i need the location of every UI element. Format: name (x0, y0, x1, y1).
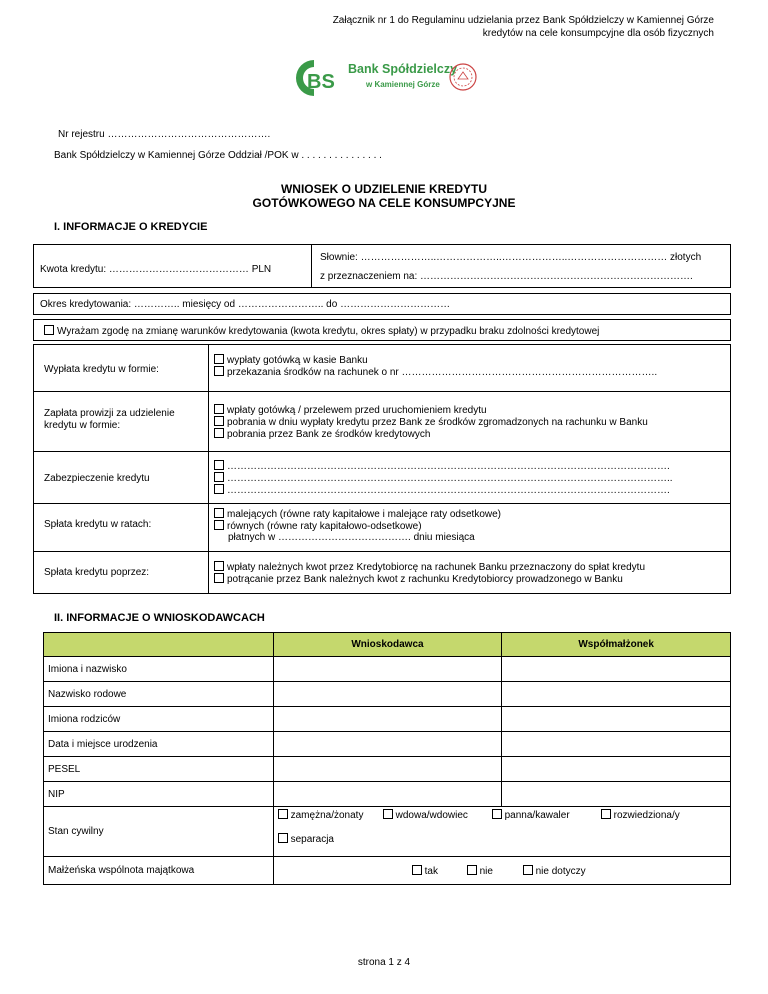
field-label: Stan cywilny (44, 807, 274, 857)
table-row (44, 782, 731, 807)
collateral-checkbox-2[interactable] (214, 472, 224, 482)
marital-status-row (44, 807, 731, 857)
applicant-maiden-name-cell[interactable] (273, 682, 502, 707)
row-divider (33, 451, 731, 452)
commission-account-checkbox[interactable] (214, 416, 224, 426)
option-label: potrącanie przez Bank należnych kwot z rachunku Kredytobiorcy prowadzonego w Banku (227, 574, 623, 585)
equal-installments-checkbox[interactable] (214, 520, 224, 530)
applicant-birth-cell[interactable] (273, 732, 502, 757)
registry-number: Nr rejestru …………………………………………. (58, 129, 271, 140)
collateral-options (214, 460, 673, 496)
consent-option (44, 325, 599, 337)
married-checkbox[interactable] (278, 809, 288, 819)
repayment-options (214, 561, 645, 585)
decreasing-installments-checkbox[interactable] (214, 508, 224, 518)
applicant-parents-cell[interactable] (273, 707, 502, 732)
amount-in-words-field[interactable]: Słownie: …………………..………………..………………..………………………… złotych (320, 252, 702, 263)
field-label: PESEL (44, 757, 274, 782)
spouse-pesel-cell[interactable] (502, 757, 731, 782)
bank-location: w Kamiennej Górze (366, 80, 440, 89)
option-label: panna/kawaler (504, 810, 570, 821)
option-label: rozwiedziona/y (613, 810, 680, 821)
repayment-label: Spłata kredytu poprzez: (44, 567, 150, 578)
option-label: wdowa/wdowiec (395, 810, 468, 821)
commission-option (214, 404, 648, 416)
property-na-checkbox[interactable] (523, 865, 533, 875)
commission-option (214, 416, 648, 428)
option-label: nie (479, 866, 493, 877)
header-empty-cell (44, 633, 274, 657)
option-label: tak (424, 866, 438, 877)
header-line-1: Załącznik nr 1 do Regulaminu udzielania przez Bank Spółdzielczy w Kamiennej Górze (332, 15, 714, 26)
options-column-divider (208, 344, 209, 594)
property-yes-checkbox[interactable] (412, 865, 422, 875)
table-row (44, 732, 731, 757)
field-label: NIP (44, 782, 274, 807)
marital-option (492, 809, 570, 821)
field-label: Małżeńska wspólnota majątkowa (44, 857, 274, 885)
spouse-nip-cell[interactable] (502, 782, 731, 807)
bank-name: Bank Spółdzielczy (348, 62, 458, 76)
marital-status-cell (273, 807, 730, 857)
repayment-debit-checkbox[interactable] (214, 573, 224, 583)
commission-option (214, 428, 648, 440)
applicant-nip-cell[interactable] (273, 782, 502, 807)
credit-amount-field[interactable]: Kwota kredytu: …………………………………… PLN (40, 264, 272, 275)
payout-option (214, 354, 657, 366)
option-label: nie dotyczy (535, 866, 586, 877)
option-label: przekazania środków na rachunek o nr ………………………………………………………………….. (227, 367, 658, 378)
option-label: pobrania przez Bank ze środków kredytowych (227, 429, 431, 440)
marital-option (383, 809, 468, 821)
divorced-checkbox[interactable] (601, 809, 611, 819)
collateral-option (214, 472, 673, 484)
row-divider (33, 503, 731, 504)
applicant-column-header: Wnioskodawca (273, 633, 502, 657)
collateral-option (214, 484, 673, 496)
applicant-name-cell[interactable] (273, 657, 502, 682)
table-row (44, 682, 731, 707)
applicants-table (43, 632, 731, 885)
collateral-option (214, 460, 673, 472)
credit-period-field[interactable]: Okres kredytowania: ………….. miesięcy od …………………….. do …………………………… (40, 299, 451, 310)
page-number: strona 1 z 4 (357, 957, 411, 968)
installment-option (214, 508, 501, 520)
field-label: Data i miejsce urodzenia (44, 732, 274, 757)
property-option (467, 865, 493, 877)
payment-day-field[interactable]: płatnych w …………………………………. dniu miesiąca (228, 532, 475, 543)
option-label: wpłaty gotówką / przelewem przed uruchomieniem kredytu (227, 405, 487, 416)
section-1-heading: I. INFORMACJE O KREDYCIE (54, 221, 208, 233)
collateral-label: Zabezpieczenie kredytu (44, 473, 150, 484)
payout-transfer-checkbox[interactable] (214, 366, 224, 376)
spouse-column-header: Współmałżonek (502, 633, 731, 657)
option-label: ……………………………………………………………………………………………………………………. (227, 485, 670, 496)
title-line-2: GOTÓWKOWEGO NA CELE KONSUMPCYJNE (252, 196, 516, 210)
consent-text: Wyrażam zgodę na zmianę warunków kredytowania (kwota kredytu, okres spłaty) w przypadku braku zdolności kredytowej (57, 326, 600, 337)
attachment-header (294, 14, 714, 40)
payout-cash-checkbox[interactable] (214, 354, 224, 364)
option-label: pobrania w dniu wypłaty kredytu przez Bank ze środków zgromadzonych na rachunku w Banku (227, 417, 648, 428)
marital-option (601, 809, 680, 821)
commission-cash-checkbox[interactable] (214, 404, 224, 414)
option-label: wypłaty gotówką w kasie Banku (227, 355, 368, 366)
table-row (44, 707, 731, 732)
row-divider (33, 551, 731, 552)
payout-options (214, 354, 657, 378)
option-label: separacja (290, 834, 334, 845)
commission-label: Zapłata prowizji za udzielenie kredytu w formie: (44, 408, 175, 431)
repayment-option (214, 573, 645, 585)
table-row (44, 657, 731, 682)
amount-divider (311, 244, 312, 288)
property-option (523, 865, 586, 877)
single-checkbox[interactable] (492, 809, 502, 819)
installments-label: Spłata kredytu w ratach: (44, 519, 152, 530)
property-option (412, 865, 438, 877)
title-line-1: WNIOSEK O UDZIELENIE KREDYTU (280, 182, 487, 196)
option-label: malejących (równe raty kapitałowe i malejące raty odsetkowe) (227, 509, 502, 520)
section-2-heading: II. INFORMACJE O WNIOSKODAWCACH (54, 612, 265, 624)
table-row (44, 757, 731, 782)
option-label: ……………………………………………………………………………………………………………………. (227, 461, 670, 472)
option-label: równych (równe raty kapitałowo-odsetkowe) (227, 521, 422, 532)
installments-options (214, 508, 501, 543)
applicant-pesel-cell[interactable] (273, 757, 502, 782)
spouse-birth-cell[interactable] (502, 732, 731, 757)
purpose-field[interactable]: z przeznaczeniem na: ………………………………………………………………………. (320, 271, 693, 282)
consent-checkbox[interactable] (44, 325, 54, 335)
payout-option (214, 366, 657, 378)
row-divider (33, 391, 731, 392)
collateral-checkbox-3[interactable] (214, 484, 224, 494)
svg-text:BS: BS (307, 71, 335, 93)
marital-option (278, 809, 364, 821)
property-no-checkbox[interactable] (467, 865, 477, 875)
field-label: Imiona rodziców (44, 707, 274, 732)
commission-options (214, 404, 648, 440)
property-cell (273, 857, 730, 885)
widowed-checkbox[interactable] (383, 809, 393, 819)
branch-field: Bank Spółdzielczy w Kamiennej Górze Oddział /POK w . . . . . . . . . . . . . . . (54, 150, 382, 161)
commission-credit-checkbox[interactable] (214, 428, 224, 438)
option-label: wpłaty należnych kwot przez Kredytobiorcę na rachunek Banku przeznaczony do spłat kredytu (227, 562, 646, 573)
option-label: zamężna/żonaty (290, 810, 364, 821)
repayment-option (214, 561, 645, 573)
document-title (0, 182, 768, 210)
bank-logo (292, 56, 482, 100)
collateral-checkbox-1[interactable] (214, 460, 224, 470)
bs-logo-icon (292, 56, 344, 100)
spouse-name-cell[interactable] (502, 657, 731, 682)
property-row (44, 857, 731, 885)
separation-checkbox[interactable] (278, 833, 288, 843)
spouse-parents-cell[interactable] (502, 707, 731, 732)
spouse-maiden-name-cell[interactable] (502, 682, 731, 707)
header-line-2: kredytów na cele konsumpcyjne dla osób fizycznych (482, 28, 714, 39)
field-label: Imiona i nazwisko (44, 657, 274, 682)
field-label: Nazwisko rodowe (44, 682, 274, 707)
payout-label: Wypłata kredytu w formie: (44, 364, 159, 375)
marital-option (278, 833, 334, 845)
installment-option (214, 520, 501, 532)
table-header-row (44, 633, 731, 657)
seal-icon (448, 62, 478, 92)
option-label: …………………………………………………………………………………………………………………….. (227, 473, 673, 484)
repayment-deposit-checkbox[interactable] (214, 561, 224, 571)
